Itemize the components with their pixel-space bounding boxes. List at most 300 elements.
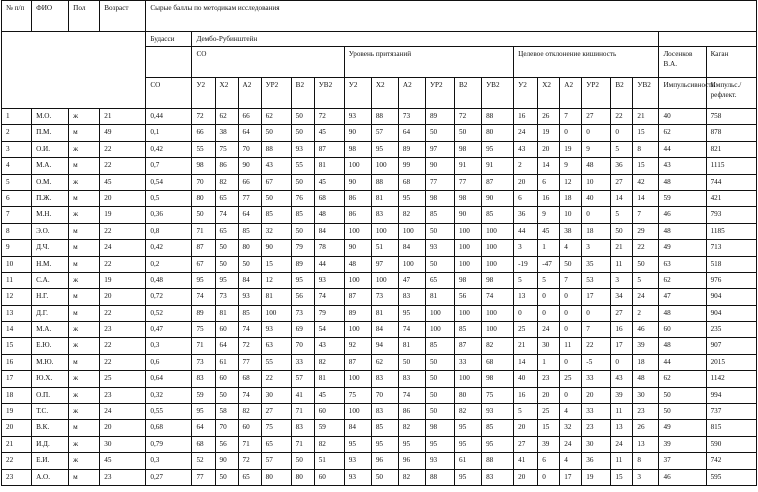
header-name: ФИО	[32, 1, 69, 32]
header-tgt-4: В2	[611, 78, 633, 109]
cell-asp: 82	[455, 404, 482, 420]
cell-tgt: 1	[538, 354, 560, 370]
cell-so: 41	[291, 387, 314, 403]
cell-tgt: 18	[582, 223, 611, 239]
cell-so: 80	[261, 469, 291, 485]
cell-tgt: 24	[514, 125, 538, 141]
cell-asp: 85	[425, 207, 454, 223]
header-tgt-3: УР2	[582, 78, 611, 109]
cell-asp: 90	[482, 190, 514, 206]
cell-tgt: 13	[611, 420, 633, 436]
cell-sex: м	[69, 240, 100, 256]
cell-tgt: 5	[611, 207, 633, 223]
table-row	[2, 469, 757, 485]
cell-asp: 88	[371, 174, 398, 190]
cell-asp: 68	[482, 354, 514, 370]
cell-tgt: 3	[514, 240, 538, 256]
cell-kagan: 713	[706, 240, 756, 256]
cell-budassi-co: 0,7	[146, 158, 192, 174]
cell-age: 25	[100, 371, 146, 387]
cell-tgt: 14	[514, 354, 538, 370]
cell-tgt: 6	[514, 190, 538, 206]
cell-so: 87	[314, 141, 344, 157]
cell-so: 50	[215, 387, 238, 403]
cell-asp: 85	[425, 338, 454, 354]
cell-asp: 70	[371, 387, 398, 403]
cell-losenkov: 49	[659, 240, 706, 256]
cell-kagan: 737	[706, 404, 756, 420]
cell-so: 65	[238, 469, 261, 485]
cell-tgt: 50	[560, 256, 582, 272]
cell-asp: 95	[482, 141, 514, 157]
cell-asp: 62	[371, 354, 398, 370]
cell-num: 14	[2, 322, 32, 338]
cell-sex: ж	[69, 322, 100, 338]
cell-losenkov: 60	[659, 322, 706, 338]
cell-asp: 88	[482, 109, 514, 125]
cell-age: 22	[100, 223, 146, 239]
cell-asp: 85	[455, 322, 482, 338]
cell-tgt: 11	[611, 404, 633, 420]
cell-so: 68	[314, 190, 344, 206]
cell-tgt: 5	[611, 141, 633, 157]
cell-tgt: 20	[514, 174, 538, 190]
cell-losenkov: 62	[659, 371, 706, 387]
cell-so: 50	[291, 109, 314, 125]
cell-asp: 100	[482, 256, 514, 272]
cell-sex: ж	[69, 338, 100, 354]
cell-asp: 95	[398, 190, 425, 206]
cell-so: 51	[314, 453, 344, 469]
cell-tgt: 43	[514, 141, 538, 157]
cell-so: 93	[314, 272, 344, 288]
header-losenkov-sub: Импульсивность	[659, 78, 706, 109]
cell-so: 90	[215, 453, 238, 469]
table-row	[2, 305, 757, 321]
cell-tgt: 3	[633, 469, 659, 485]
cell-asp: 81	[371, 190, 398, 206]
cell-asp: 77	[425, 174, 454, 190]
cell-so: 38	[215, 125, 238, 141]
header-num: № п/п	[2, 1, 32, 32]
cell-asp: 92	[344, 338, 371, 354]
cell-so: 60	[238, 420, 261, 436]
cell-age: 23	[100, 469, 146, 485]
cell-name: М.Ю.	[32, 354, 69, 370]
cell-so: 82	[314, 436, 344, 452]
cell-num: 19	[2, 404, 32, 420]
cell-tgt: 3	[582, 240, 611, 256]
cell-num: 10	[2, 256, 32, 272]
cell-so: 74	[215, 207, 238, 223]
cell-so: 60	[314, 404, 344, 420]
cell-tgt: 18	[560, 190, 582, 206]
cell-losenkov: 47	[659, 289, 706, 305]
cell-tgt: 15	[611, 469, 633, 485]
cell-losenkov: 44	[659, 141, 706, 157]
cell-asp: 50	[425, 125, 454, 141]
cell-so: 74	[238, 387, 261, 403]
cell-tgt: 5	[633, 272, 659, 288]
cell-so: 85	[261, 207, 291, 223]
cell-num: 2	[2, 125, 32, 141]
header-so-5: УВ2	[314, 78, 344, 109]
cell-tgt: 41	[514, 453, 538, 469]
cell-tgt: 7	[633, 207, 659, 223]
cell-asp: 85	[371, 420, 398, 436]
cell-so: 55	[192, 141, 215, 157]
cell-budassi-co: 0,27	[146, 469, 192, 485]
cell-sex: ж	[69, 174, 100, 190]
cell-num: 13	[2, 305, 32, 321]
cell-tgt: 43	[611, 371, 633, 387]
table-row	[2, 125, 757, 141]
cell-kagan: 1185	[706, 223, 756, 239]
cell-tgt: 20	[582, 387, 611, 403]
cell-tgt: 19	[582, 469, 611, 485]
cell-so: 90	[261, 240, 291, 256]
cell-tgt: 36	[514, 207, 538, 223]
cell-asp: 93	[425, 240, 454, 256]
cell-tgt: 48	[633, 371, 659, 387]
cell-tgt: 16	[611, 322, 633, 338]
cell-tgt: 6	[538, 174, 560, 190]
cell-tgt: 33	[582, 404, 611, 420]
cell-tgt: 25	[538, 404, 560, 420]
cell-losenkov: 48	[659, 305, 706, 321]
cell-tgt: 0	[560, 322, 582, 338]
cell-so: 15	[261, 256, 291, 272]
cell-num: 7	[2, 207, 32, 223]
cell-so: 66	[238, 174, 261, 190]
cell-age: 20	[100, 190, 146, 206]
cell-asp: 74	[398, 322, 425, 338]
cell-name: П.Ж.	[32, 190, 69, 206]
cell-age: 20	[100, 289, 146, 305]
cell-tgt: 5	[538, 272, 560, 288]
cell-losenkov: 46	[659, 207, 706, 223]
cell-age: 24	[100, 404, 146, 420]
cell-asp: 95	[344, 436, 371, 452]
cell-age: 21	[100, 109, 146, 125]
header-asp-3: УР2	[425, 78, 454, 109]
cell-so: 58	[215, 404, 238, 420]
cell-kagan: 793	[706, 207, 756, 223]
cell-so: 45	[314, 387, 344, 403]
cell-tgt: 4	[560, 404, 582, 420]
cell-tgt: 33	[582, 371, 611, 387]
cell-asp: 82	[398, 420, 425, 436]
header-so-3: УР2	[261, 78, 291, 109]
cell-so: 69	[291, 322, 314, 338]
cell-name: И.Д.	[32, 436, 69, 452]
cell-sex: ж	[69, 371, 100, 387]
cell-tgt: 0	[611, 354, 633, 370]
cell-num: 18	[2, 387, 32, 403]
cell-budassi-co: 0,3	[146, 453, 192, 469]
header-so-4: В2	[291, 78, 314, 109]
cell-so: 80	[192, 190, 215, 206]
cell-asp: 100	[425, 305, 454, 321]
cell-asp: 48	[344, 256, 371, 272]
cell-asp: 51	[371, 240, 398, 256]
cell-sex: м	[69, 190, 100, 206]
header-asp-1: Х2	[371, 78, 398, 109]
cell-budassi-co: 0,64	[146, 371, 192, 387]
cell-sex: ж	[69, 453, 100, 469]
cell-asp: 84	[398, 240, 425, 256]
cell-so: 95	[215, 272, 238, 288]
cell-tgt: 30	[633, 387, 659, 403]
cell-so: 82	[215, 174, 238, 190]
cell-asp: 50	[425, 223, 454, 239]
cell-so: 56	[215, 436, 238, 452]
cell-so: 50	[291, 223, 314, 239]
header-kagan-sub: Импульс./рефлект.	[706, 78, 756, 109]
cell-so: 86	[215, 158, 238, 174]
cell-asp: 91	[455, 158, 482, 174]
cell-tgt: 35	[582, 256, 611, 272]
cell-so: 88	[261, 141, 291, 157]
cell-asp: 98	[482, 371, 514, 387]
cell-tgt: 0	[538, 469, 560, 485]
cell-name: О.П.	[32, 387, 69, 403]
cell-tgt: 9	[582, 141, 611, 157]
cell-tgt: 34	[611, 289, 633, 305]
cell-asp: 61	[455, 453, 482, 469]
cell-tgt: 16	[514, 387, 538, 403]
cell-budassi-co: 0,52	[146, 305, 192, 321]
cell-tgt: 53	[582, 272, 611, 288]
cell-name: С.А.	[32, 272, 69, 288]
cell-tgt: 20	[514, 469, 538, 485]
cell-so: 71	[238, 436, 261, 452]
cell-so: 60	[215, 371, 238, 387]
cell-so: 50	[215, 469, 238, 485]
cell-tgt: 5	[514, 404, 538, 420]
cell-asp: 90	[455, 207, 482, 223]
header-kagan: Каган	[706, 47, 756, 78]
cell-asp: 100	[344, 223, 371, 239]
cell-tgt: 0	[514, 305, 538, 321]
table-row	[2, 404, 757, 420]
cell-tgt: 27	[611, 174, 633, 190]
cell-so: 77	[238, 190, 261, 206]
cell-asp: 100	[455, 305, 482, 321]
cell-so: 95	[192, 404, 215, 420]
cell-tgt: 8	[633, 141, 659, 157]
cell-losenkov: 50	[659, 404, 706, 420]
cell-asp: 100	[371, 272, 398, 288]
cell-budassi-co: 0,44	[146, 109, 192, 125]
cell-asp: 97	[425, 141, 454, 157]
cell-tgt: 13	[633, 436, 659, 452]
cell-num: 17	[2, 371, 32, 387]
cell-asp: 77	[455, 174, 482, 190]
cell-so: 68	[238, 371, 261, 387]
cell-name: О.М.	[32, 174, 69, 190]
cell-kagan: 742	[706, 453, 756, 469]
cell-asp: 90	[344, 125, 371, 141]
cell-so: 85	[291, 207, 314, 223]
cell-asp: 50	[455, 125, 482, 141]
cell-kagan: 904	[706, 305, 756, 321]
table-row	[2, 420, 757, 436]
cell-name: Е.И.	[32, 453, 69, 469]
cell-asp: 33	[455, 354, 482, 370]
cell-kagan: 2015	[706, 354, 756, 370]
cell-so: 72	[238, 453, 261, 469]
cell-so: 80	[291, 469, 314, 485]
cell-tgt: 20	[538, 387, 560, 403]
table-row	[2, 272, 757, 288]
cell-so: 56	[291, 289, 314, 305]
cell-tgt: 7	[582, 322, 611, 338]
cell-tgt: 11	[560, 338, 582, 354]
cell-asp: 98	[344, 141, 371, 157]
cell-name: Е.Ю.	[32, 338, 69, 354]
cell-so: 50	[192, 207, 215, 223]
cell-so: 62	[215, 109, 238, 125]
cell-age: 19	[100, 207, 146, 223]
cell-tgt: -5	[582, 354, 611, 370]
cell-name: М.Н.	[32, 207, 69, 223]
cell-tgt: 22	[611, 109, 633, 125]
cell-so: 74	[192, 289, 215, 305]
cell-asp: 88	[371, 109, 398, 125]
cell-num: 5	[2, 174, 32, 190]
cell-so: 57	[261, 453, 291, 469]
table-row	[2, 158, 757, 174]
cell-so: 75	[192, 322, 215, 338]
cell-so: 72	[192, 109, 215, 125]
cell-num: 9	[2, 240, 32, 256]
cell-asp: 93	[425, 453, 454, 469]
cell-asp: 86	[344, 207, 371, 223]
cell-asp: 50	[371, 469, 398, 485]
cell-tgt: 11	[611, 256, 633, 272]
cell-kagan: 590	[706, 436, 756, 452]
cell-budassi-co: 0,47	[146, 322, 192, 338]
cell-age: 24	[100, 240, 146, 256]
cell-asp: 83	[371, 207, 398, 223]
cell-sex: м	[69, 256, 100, 272]
cell-so: 81	[314, 158, 344, 174]
cell-tgt: 14	[633, 190, 659, 206]
cell-losenkov: 59	[659, 190, 706, 206]
cell-so: 50	[215, 256, 238, 272]
cell-kagan: 1115	[706, 158, 756, 174]
cell-so: 50	[215, 240, 238, 256]
cell-asp: 83	[371, 371, 398, 387]
cell-asp: 73	[398, 109, 425, 125]
cell-so: 64	[238, 207, 261, 223]
cell-sex: м	[69, 289, 100, 305]
cell-asp: 83	[482, 469, 514, 485]
cell-tgt: 21	[514, 338, 538, 354]
cell-kagan: 815	[706, 420, 756, 436]
cell-so: 79	[291, 240, 314, 256]
cell-asp: 87	[344, 354, 371, 370]
cell-name: Д.Г.	[32, 305, 69, 321]
cell-tgt: 18	[633, 354, 659, 370]
cell-so: 65	[215, 190, 238, 206]
cell-so: 70	[192, 174, 215, 190]
cell-asp: 83	[371, 404, 398, 420]
cell-asp: 95	[455, 436, 482, 452]
cell-so: 73	[215, 289, 238, 305]
cell-sex: м	[69, 223, 100, 239]
cell-losenkov: 40	[659, 109, 706, 125]
cell-asp: 50	[398, 354, 425, 370]
cell-name: О.И.	[32, 141, 69, 157]
cell-tgt: 13	[514, 289, 538, 305]
cell-so: 55	[261, 354, 291, 370]
cell-name: Д.Ч.	[32, 240, 69, 256]
cell-tgt: 0	[538, 289, 560, 305]
table-row	[2, 240, 757, 256]
cell-so: 95	[291, 272, 314, 288]
cell-so: 43	[314, 338, 344, 354]
cell-so: 67	[192, 256, 215, 272]
cell-so: 77	[192, 469, 215, 485]
cell-asp: 100	[344, 158, 371, 174]
cell-asp: 100	[344, 322, 371, 338]
cell-tgt: 45	[538, 223, 560, 239]
cell-asp: 89	[425, 109, 454, 125]
cell-losenkov: 48	[659, 223, 706, 239]
cell-so: 60	[314, 469, 344, 485]
cell-asp: 87	[344, 289, 371, 305]
cell-tgt: 32	[560, 420, 582, 436]
cell-name: Н.М.	[32, 256, 69, 272]
cell-asp: 87	[482, 174, 514, 190]
header-so-0: У2	[192, 78, 215, 109]
cell-sex: ж	[69, 207, 100, 223]
cell-tgt: 40	[514, 371, 538, 387]
cell-asp: 85	[482, 207, 514, 223]
cell-asp: 50	[425, 354, 454, 370]
table-row	[2, 453, 757, 469]
table-row	[2, 190, 757, 206]
cell-so: 93	[291, 141, 314, 157]
cell-sex: м	[69, 469, 100, 485]
cell-budassi-co: 0,42	[146, 240, 192, 256]
cell-so: 27	[261, 404, 291, 420]
cell-asp: 50	[425, 387, 454, 403]
cell-tgt: 50	[633, 256, 659, 272]
cell-asp: 100	[344, 371, 371, 387]
cell-name: Т.С.	[32, 404, 69, 420]
cell-tgt: 25	[514, 322, 538, 338]
table-row	[2, 141, 757, 157]
cell-so: 22	[261, 371, 291, 387]
cell-asp: 100	[455, 223, 482, 239]
cell-losenkov: 49	[659, 420, 706, 436]
cell-so: 64	[215, 338, 238, 354]
cell-so: 84	[238, 272, 261, 288]
cell-tgt: 25	[560, 371, 582, 387]
cell-tgt: 44	[514, 223, 538, 239]
cell-so: 66	[192, 125, 215, 141]
cell-so: 65	[261, 436, 291, 452]
cell-tgt: 0	[582, 305, 611, 321]
cell-losenkov: 48	[659, 338, 706, 354]
cell-so: 30	[261, 387, 291, 403]
cell-tgt: 9	[538, 207, 560, 223]
cell-age: 30	[100, 436, 146, 452]
cell-tgt: 24	[560, 436, 582, 452]
